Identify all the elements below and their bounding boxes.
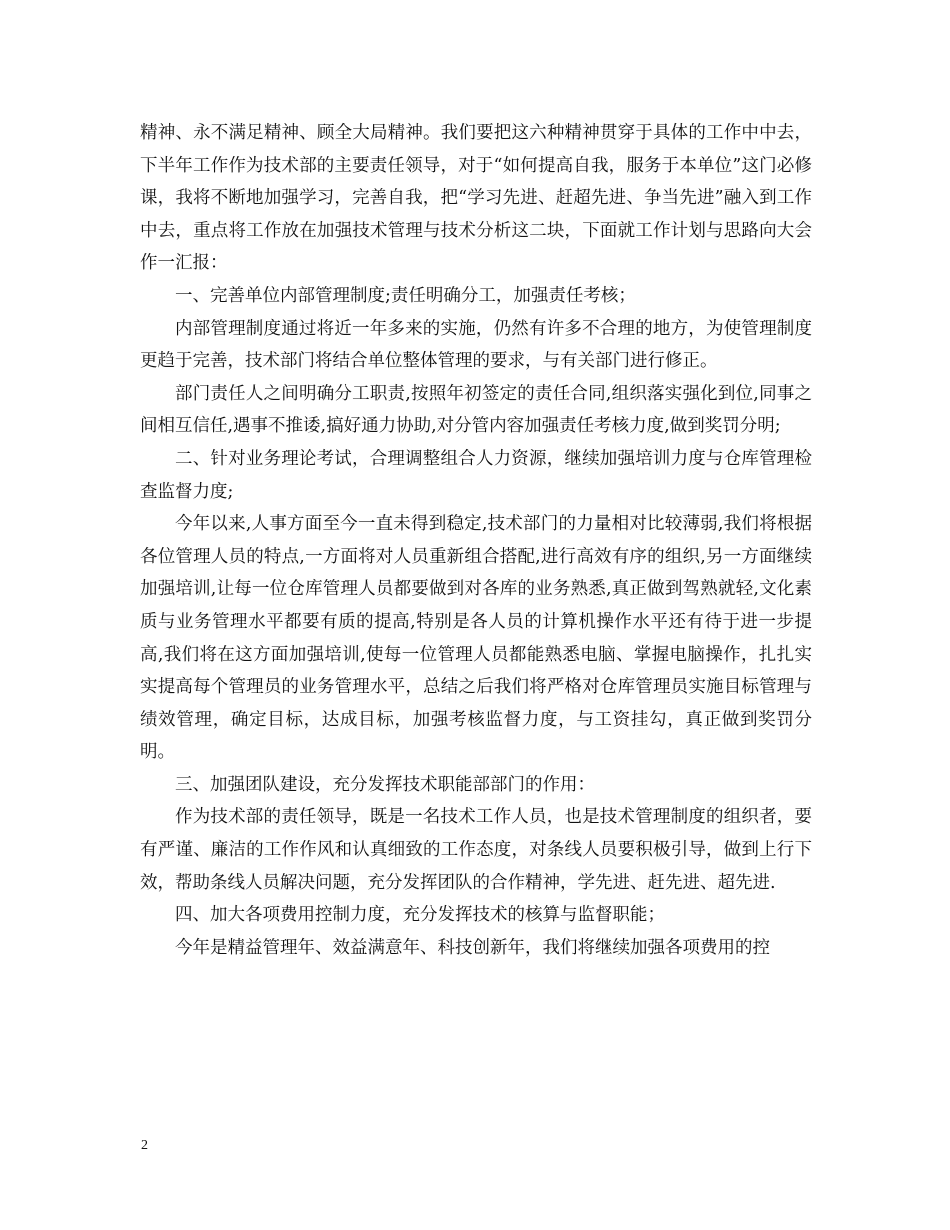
paragraph-team: 作为技术部的责任领导，既是一名技术工作人员，也是技术管理制度的组织者，要有严谨、廉洁的工作作风和认真细致的工作态度，对条线人员要积极引导，做到上行下效，帮助条线人员解决问题，充分发挥团队的合作精神，学先进、赶先进、超先进. [140, 807, 812, 893]
paragraph-training: 今年以来,人事方面至今一直未得到稳定,技术部门的力量相对比较薄弱,我们将根据各位管理人员的特点,一方面将对人员重新组合搭配,进行高效有序的组织,另一方面继续加强培训,让每一位仓库管理人员都要做到对各库的业务熟悉,真正做到驾熟就轻,文化素质与业务管理水平都要有质的提高,特别是各人员的计算机操作水平还有待于进一步提高,我们将在这方面加强培训,使每一位管理人员都能熟悉电脑、掌握电脑操作，扎扎实实提高每个管理员的业务管理水平，总结之后我们将严格对仓库管理员实施目标管理与绩效管理，确定目标，达成目标，加强考核监督力度，与工资挂勾，真正做到奖罚分明。 [140, 514, 812, 763]
paragraph-intro: 精神、永不满足精神、顾全大局精神。我们要把这六种精神贯穿于具体的工作中中去，下半年工作作为技术部的主要责任领导，对于“如何提高自我，服务于本单位”这门必修课，我将不断地加强学习，完善自我，把“学习先进、赶超先进、争当先进”融入到工作中去，重点将工作放在加强技术管理与技术分析这二块，下面就工作计划与思路向大会作一汇报： [140, 123, 812, 274]
heading-section-2: 二、针对业务理论考试，合理调整组合人力资源，继续加强培训力度与仓库管理检查监督力度; [140, 448, 812, 502]
heading-section-4: 四、加大各项费用控制力度，充分发挥技术的核算与监督职能； [175, 905, 665, 926]
body-text [140, 117, 812, 964]
paragraph-responsibility: 部门责任人之间明确分工职责,按照年初签定的责任合同,组织落实强化到位,同事之间相互信任,遇事不推诿,搞好通力协助,对分管内容加强责任考核力度,做到奖罚分明; [140, 383, 812, 437]
heading-section-3: 三、加强团队建设，充分发挥技术职能部部门的作用： [175, 774, 595, 795]
paragraph-management-system: 内部管理制度通过将近一年多来的实施，仍然有许多不合理的地方，为使管理制度更趋于完善，技术部门将结合单位整体管理的要求，与有关部门进行修正。 [140, 318, 812, 372]
heading-section-1: 一、完善单位内部管理制度;责任明确分工，加强责任考核； [175, 285, 636, 306]
paragraph-cost-control: 今年是精益管理年、效益满意年、科技创新年，我们将继续加强各项费用的控 [175, 937, 770, 958]
page-number: 2 [141, 1138, 148, 1153]
